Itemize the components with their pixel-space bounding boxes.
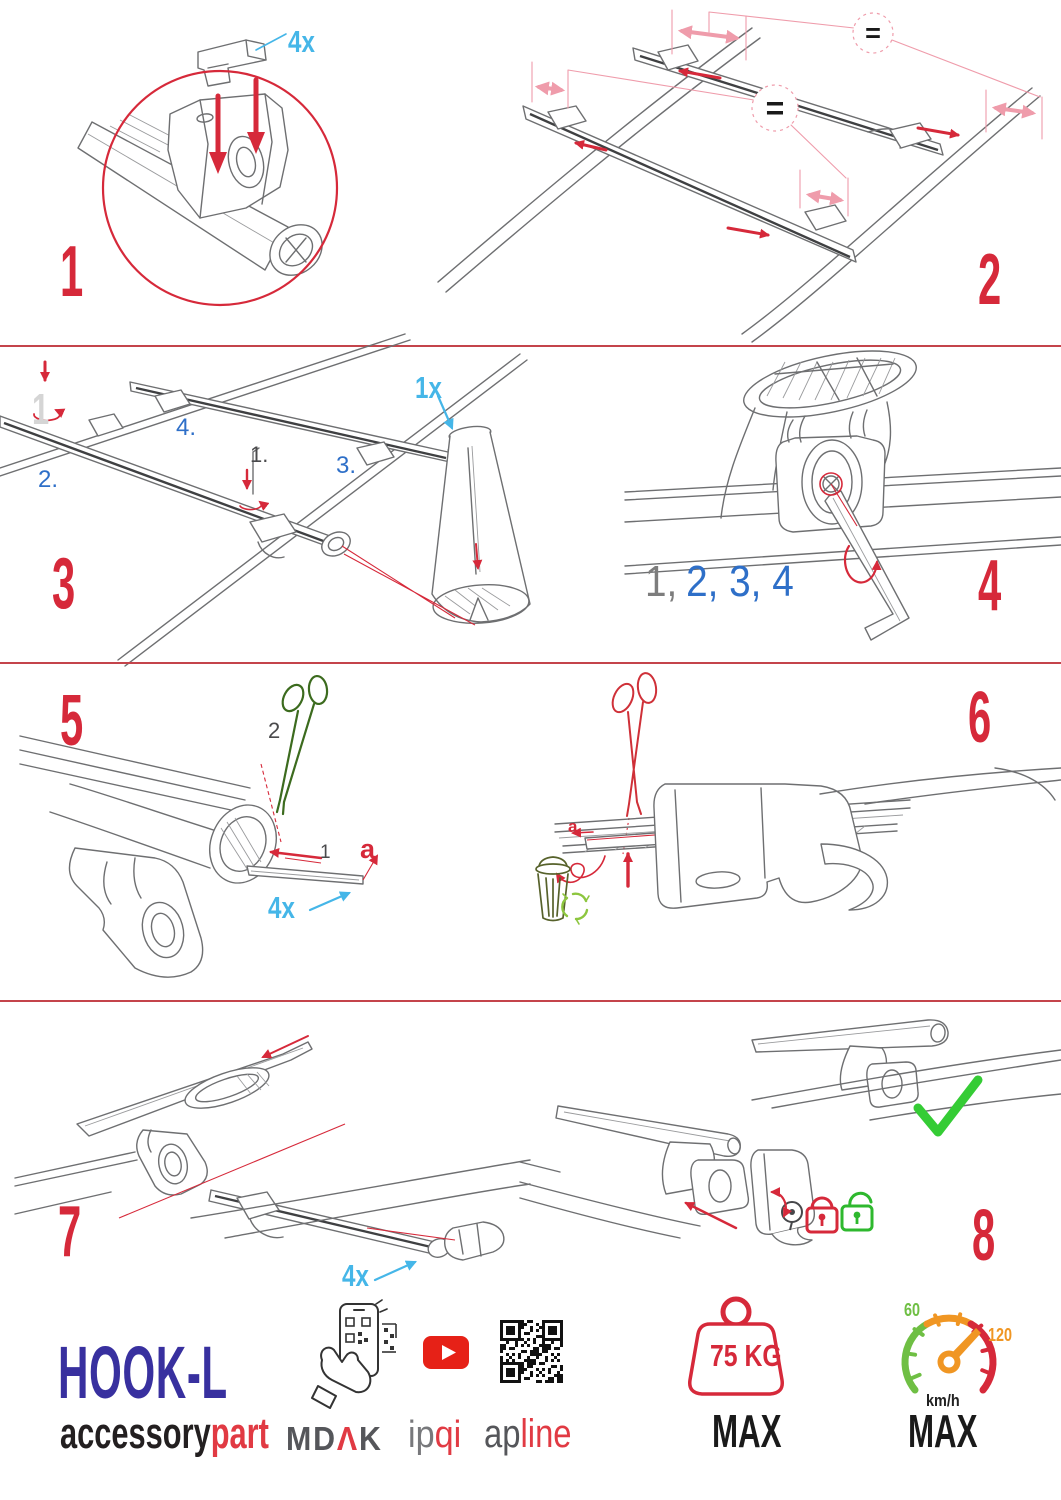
lock-cover <box>751 1150 814 1234</box>
equal-symbol-mid: = <box>765 90 785 126</box>
sequence-first: 1, <box>645 557 678 606</box>
step-7-quantity: 4x <box>342 1258 369 1293</box>
step-1-number: 1 <box>60 232 83 312</box>
youtube-icon <box>423 1336 471 1370</box>
mdak-part-2: Λ <box>336 1420 359 1457</box>
mdak-part-3: K <box>358 1420 383 1457</box>
foot-cover <box>654 784 887 910</box>
mounting-foot <box>69 848 202 977</box>
speed-tick-120: 120 <box>988 1325 1013 1345</box>
scissors-icon <box>277 675 328 814</box>
bar-with-endcap <box>191 1160 530 1260</box>
ipqi-logo <box>408 1416 461 1454</box>
rubber-strip <box>247 866 363 884</box>
step-3-illustration <box>0 352 620 660</box>
apline-part-2: line <box>520 1412 572 1456</box>
step-3-quantity: 1x <box>415 370 442 405</box>
brand-suffix: part <box>210 1409 269 1458</box>
brand-prefix: accessory <box>60 1409 211 1458</box>
step-4-number: 4 <box>978 546 1001 626</box>
callout-3: 3. <box>336 452 357 479</box>
equal-symbol-top: = <box>865 18 881 48</box>
turn-callouts <box>34 362 262 510</box>
speed-limit-max: MAX <box>908 1405 978 1457</box>
brand-logo <box>60 1409 269 1458</box>
step-6-number: 6 <box>968 678 991 758</box>
weight-limit-max: MAX <box>712 1405 782 1457</box>
step-7-number: 7 <box>58 1192 81 1272</box>
callout-4: 4. <box>176 414 197 441</box>
sequence-rest: 2, 3, 4 <box>686 557 794 606</box>
section-divider <box>0 662 1061 664</box>
finished-assembly <box>752 1020 1061 1120</box>
clamp-body <box>776 410 885 532</box>
dimension-a: a <box>568 817 578 836</box>
clamp-body <box>168 94 288 218</box>
recycle-icon <box>562 894 589 924</box>
dimension-a: a <box>360 834 376 864</box>
unlocked-padlock-icon <box>842 1193 872 1230</box>
step-7-illustration <box>15 1002 530 1302</box>
ipqi-part-2: qi <box>434 1414 462 1456</box>
callout-1: 1. <box>250 442 269 467</box>
quantity-arrow <box>310 893 349 910</box>
rail-lines <box>820 768 1061 804</box>
mdak-logo <box>286 1422 383 1455</box>
tighten-sequence <box>645 557 794 606</box>
quantity-arrow <box>375 1262 415 1280</box>
checkmark-icon <box>918 1080 978 1132</box>
step-2-illustration <box>420 0 1061 335</box>
step-5-number: 5 <box>60 681 83 761</box>
step-1-quantity: 4x <box>288 24 315 59</box>
section-divider <box>0 345 1061 347</box>
step-3-number: 3 <box>52 544 75 624</box>
qr-code-svg <box>500 1320 563 1383</box>
roof-rails <box>438 28 1040 342</box>
ipqi-part-1: ip <box>408 1414 435 1456</box>
product-name: HOOK-L <box>58 1331 228 1414</box>
apline-logo <box>484 1414 572 1454</box>
ghost-step-label: 1 <box>32 385 50 434</box>
bar-channel-view <box>77 1042 312 1136</box>
apline-part-1: ap <box>484 1412 521 1456</box>
insert-arrow-tail <box>285 858 321 863</box>
cut-label: 2 <box>268 718 281 743</box>
step-8-number: 8 <box>972 1196 995 1276</box>
cover-installation <box>520 1106 814 1245</box>
mdak-part-1: MD <box>286 1420 337 1457</box>
scan-phone-icon <box>310 1298 405 1408</box>
end-cap <box>445 1222 504 1260</box>
speed-unit: km/h <box>926 1391 960 1410</box>
quantity-leader-line <box>256 34 286 50</box>
step-2-number: 2 <box>978 240 1001 320</box>
speed-tick-60: 60 <box>904 1300 921 1320</box>
scissors-icon <box>609 672 658 816</box>
callout-2: 2. <box>38 466 59 493</box>
step-5-quantity: 4x <box>268 890 295 925</box>
weight-limit-value: 75 KG <box>710 1338 782 1373</box>
trash-bin-icon <box>536 857 570 921</box>
insert-label: 1 <box>320 842 331 863</box>
step-1-illustration <box>50 22 400 352</box>
insert-arrow <box>271 852 321 858</box>
